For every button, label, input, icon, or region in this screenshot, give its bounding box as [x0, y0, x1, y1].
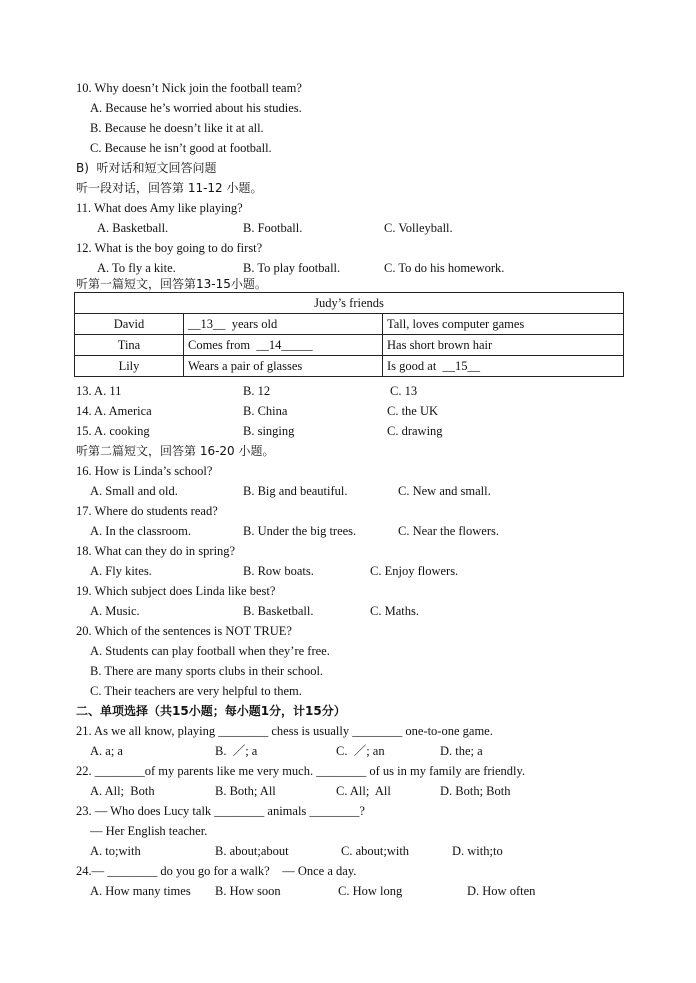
table-cell-name: Tina [75, 335, 184, 356]
q21-question: 21. As we all know, playing ________ chess is usually ________ one-to-one game. [76, 724, 493, 738]
q17-option-c: C. Near the flowers. [398, 524, 500, 538]
q19-option-a: A. Music. [90, 604, 140, 618]
q24-question: 24.— ________ do you go for a walk? — Once a day. [76, 864, 357, 878]
q13-option-a: 13. A. 11 [76, 384, 122, 398]
q10-question: 10. Why doesn’t Nick join the football team? [76, 81, 302, 95]
q16-option-c: C. New and small. [398, 484, 491, 498]
q23-option-c: C. about;with [341, 844, 410, 858]
q15-option-c: C. drawing [387, 424, 443, 438]
q19-option-b: B. Basketball. [243, 604, 314, 618]
q19-question: 19. Which subject does Linda like best? [76, 584, 276, 598]
q24-option-b: B. How soon [215, 884, 281, 898]
q24-option-a: A. How many times [90, 884, 191, 898]
q16-option-b: B. Big and beautiful. [243, 484, 348, 498]
q13-option-b: B. 12 [243, 384, 271, 398]
q22-option-d: D. Both; Both [440, 784, 511, 798]
passage1-intro: 听第一篇短文，回答第13-15小题。 [76, 277, 267, 291]
table-cell-detail: Has short brown hair [383, 335, 624, 356]
table-cell-info: Comes from __14_____ [184, 335, 383, 356]
q14-option-b: B. China [243, 404, 288, 418]
q22-option-a: A. All; Both [90, 784, 155, 798]
q17-option-b: B. Under the big trees. [243, 524, 357, 538]
table-cell-name: David [75, 314, 184, 335]
q18-option-a: A. Fly kites. [90, 564, 152, 578]
table-cell-detail: Tall, loves computer games [383, 314, 624, 335]
q14-option-c: C. the UK [387, 404, 439, 418]
q17-question: 17. Where do students read? [76, 504, 218, 518]
q15-option-a: 15. A. cooking [76, 424, 150, 438]
q22-question: 22. ________of my parents like me very much. ________ of us in my family are friendly. [76, 764, 526, 778]
q21-option-c: C. ／; an [336, 744, 385, 758]
q21-option-a: A. a; a [90, 744, 123, 758]
q17-option-a: A. In the classroom. [90, 524, 192, 538]
q10-option-c: C. Because he isn’t good at football. [90, 141, 272, 155]
q11-option-b: B. Football. [243, 221, 303, 235]
q20-option-c: C. Their teachers are very helpful to them. [90, 684, 302, 698]
q20-question: 20. Which of the sentences is NOT TRUE? [76, 624, 292, 638]
q20-option-b: B. There are many sports clubs in their school. [90, 664, 324, 678]
table-row [75, 335, 624, 356]
q11-question: 11. What does Amy like playing? [76, 201, 243, 215]
q21-option-b: B. ／; a [215, 744, 258, 758]
q10-option-a: A. Because he’s worried about his studies. [90, 101, 302, 115]
table-cell-name: Lily [75, 356, 184, 377]
q15-option-b: B. singing [243, 424, 295, 438]
q22-option-c: C. All; All [336, 784, 391, 798]
part2-title: 二、单项选择（共15小题；每小题1分，计15分） [76, 704, 346, 718]
q22-option-b: B. Both; All [215, 784, 276, 798]
table-row [75, 356, 624, 377]
q18-option-c: C. Enjoy flowers. [370, 564, 459, 578]
q12-option-b: B. To play football. [243, 261, 341, 275]
table-title: Judy’s friends [75, 293, 624, 314]
q11-option-c: C. Volleyball. [384, 221, 453, 235]
q24-option-c: C. How long [338, 884, 403, 898]
table-row [75, 314, 624, 335]
table-cell-info: __13__ years old [184, 314, 383, 335]
q12-option-c: C. To do his homework. [384, 261, 505, 275]
q23-question: 23. — Who does Lucy talk ________ animals ________? [76, 804, 365, 818]
q21-option-d: D. the; a [440, 744, 483, 758]
table-cell-detail: Is good at __15__ [383, 356, 624, 377]
judys-friends-table [74, 292, 624, 377]
section-b-title: B) 听对话和短文回答问题 [76, 161, 217, 175]
q23-option-b: B. about;about [215, 844, 289, 858]
table-cell-info: Wears a pair of glasses [184, 356, 383, 377]
q23-answer-line: — Her English teacher. [90, 824, 208, 838]
q20-option-a: A. Students can play football when they’re free. [90, 644, 330, 658]
dialogue1-intro: 听一段对话，回答第 11-12 小题。 [76, 181, 263, 195]
q14-option-a: 14. A. America [76, 404, 152, 418]
q12-option-a: A. To fly a kite. [97, 261, 176, 275]
q18-question: 18. What can they do in spring? [76, 544, 236, 558]
q18-option-b: B. Row boats. [243, 564, 314, 578]
q11-option-a: A. Basketball. [97, 221, 169, 235]
passage2-intro: 听第二篇短文，回答第 16-20 小题。 [76, 444, 275, 458]
q12-question: 12. What is the boy going to do first? [76, 241, 263, 255]
q23-option-a: A. to;with [90, 844, 141, 858]
q24-option-d: D. How often [467, 884, 536, 898]
q10-option-b: B. Because he doesn’t like it at all. [90, 121, 264, 135]
q16-question: 16. How is Linda’s school? [76, 464, 213, 478]
q16-option-a: A. Small and old. [90, 484, 178, 498]
q13-option-c: C. 13 [390, 384, 418, 398]
q19-option-c: C. Maths. [370, 604, 419, 618]
q23-option-d: D. with;to [452, 844, 503, 858]
